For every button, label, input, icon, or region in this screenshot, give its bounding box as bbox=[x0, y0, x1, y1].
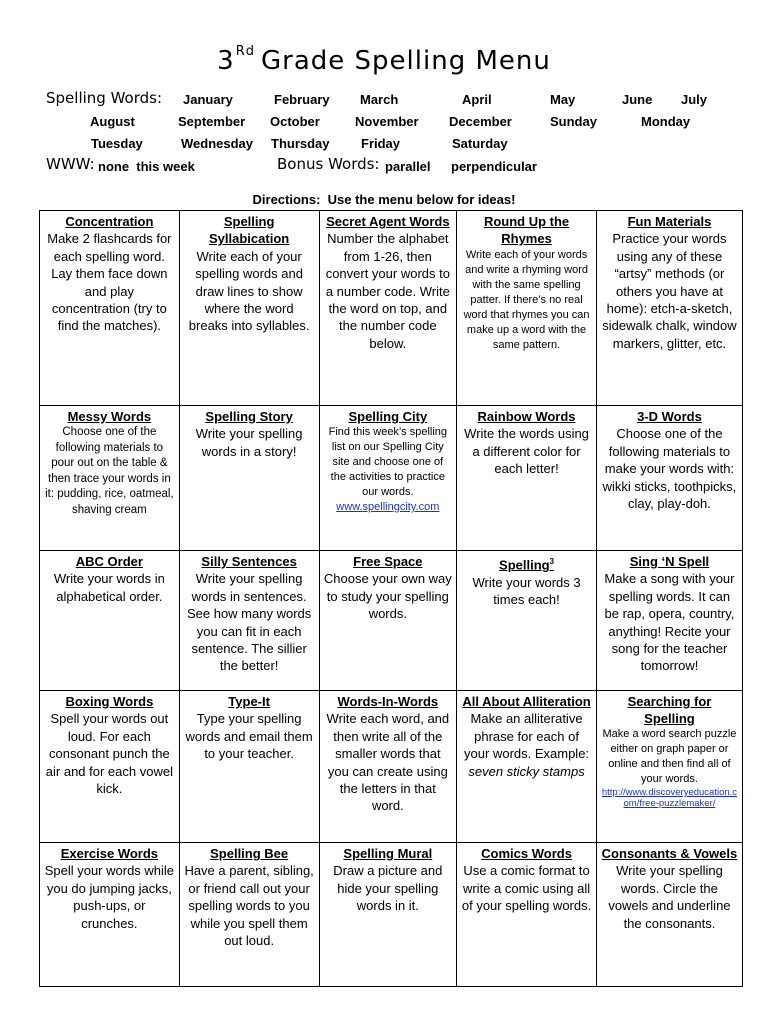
menu-cell-spelling-story bbox=[179, 406, 319, 551]
menu-cell-secret-agent-words bbox=[319, 211, 457, 406]
menu-row bbox=[40, 551, 743, 691]
spelling-word: Sunday bbox=[550, 114, 597, 129]
activity-body: Choose one of the following materials to pour out on the table & then trace your words in it: pudding, rice, oatmeal, shaving cream bbox=[45, 426, 174, 516]
activity-title-superscript: 3 bbox=[549, 557, 555, 566]
activity-body: Write the words using a different color for each letter! bbox=[464, 426, 589, 477]
activity-title: Exercise Words bbox=[60, 846, 159, 861]
activity-body: Spell your words out loud. For each consonant punch the air and for each vowel kick. bbox=[45, 711, 173, 797]
menu-cell-comics-words bbox=[457, 843, 597, 987]
bonus-words-label: Bonus Words: bbox=[277, 155, 380, 173]
spellingcity-link[interactable]: www.spellingcity.com bbox=[336, 501, 440, 513]
spelling-word: Monday bbox=[641, 114, 691, 129]
activity-title: All About Alliteration bbox=[462, 694, 591, 709]
activity-title: Spelling Bee bbox=[210, 846, 289, 861]
activity-title: Spelling Syllabication bbox=[209, 214, 290, 247]
activity-title: Sing ‘N Spell bbox=[629, 554, 710, 569]
spelling-words-label: Spelling Words: bbox=[46, 89, 162, 107]
spelling-word: Tuesday bbox=[91, 136, 143, 151]
activity-title: 3-D Words bbox=[637, 409, 702, 424]
title-text: Grade Spelling Menu bbox=[261, 46, 551, 76]
activity-body: Make a song with your spelling words. It can be rap, opera, country, anything! Recite your song for the teacher tomorrow! bbox=[604, 571, 735, 674]
activity-body: Make 2 flashcards for each spelling word. Lay them face down and play concentration (try to find the matches). bbox=[47, 231, 172, 334]
spelling-word: Saturday bbox=[452, 136, 508, 151]
activity-body: Write each of your spelling words and draw lines to show where the word breaks into syllables. bbox=[188, 248, 310, 334]
spelling-menu-grid bbox=[39, 210, 743, 987]
menu-cell-consonants-and-vowels bbox=[596, 843, 742, 987]
activity-title: Rainbow Words bbox=[477, 409, 576, 424]
activity-title: Silly Sentences bbox=[201, 554, 297, 569]
title-grade-suffix: Rd bbox=[235, 44, 255, 59]
activity-title: Secret Agent Words bbox=[326, 214, 450, 229]
spelling-word: April bbox=[462, 92, 492, 107]
activity-body: Find this week’s spelling list on our Spelling City site and choose one of the activities to practice our words. bbox=[328, 426, 448, 498]
activity-body: Write each word, and then write all of the smaller words that you can create using the letters in that word. bbox=[326, 711, 450, 814]
activity-title: Consonants & Vowels bbox=[601, 846, 738, 861]
menu-row bbox=[40, 691, 743, 843]
menu-cell-spelling-cubed bbox=[457, 551, 597, 691]
menu-cell-free-space bbox=[319, 551, 457, 691]
directions: Directions: Use the menu below for ideas! bbox=[252, 192, 516, 207]
activity-title: Fun Materials bbox=[627, 214, 712, 229]
spelling-word: September bbox=[178, 114, 246, 129]
spelling-word: Thursday bbox=[271, 136, 330, 151]
activity-body: Write your words 3 times each! bbox=[472, 574, 581, 608]
menu-cell-concentration bbox=[40, 211, 180, 406]
spelling-word: October bbox=[270, 114, 320, 129]
spelling-word: Wednesday bbox=[181, 136, 254, 151]
menu-cell-fun-materials bbox=[596, 211, 742, 406]
activity-title: Searching for Spelling bbox=[627, 694, 712, 726]
activity-body: Choose your own way to study your spelling words. bbox=[323, 571, 452, 622]
activity-title-text: Spelling bbox=[499, 557, 550, 573]
menu-cell-spelling-city bbox=[319, 406, 457, 551]
bonus-word: parallel bbox=[385, 159, 431, 174]
spelling-word: Friday bbox=[361, 136, 401, 151]
activity-title: Messy Words bbox=[67, 409, 152, 424]
activity-title: ABC Order bbox=[75, 554, 143, 569]
activity-body: Spell your words while you do jumping jacks, push-ups, or crunches. bbox=[44, 863, 175, 931]
menu-cell-round-up-the-rhymes bbox=[457, 211, 597, 406]
activity-body: Make a word search puzzle either on graph paper or online and then find all of your words. bbox=[602, 728, 737, 785]
menu-row bbox=[40, 843, 743, 987]
activity-title: Comics Words bbox=[481, 846, 572, 861]
spelling-word: February bbox=[274, 92, 330, 107]
activity-body: Write your spelling words in sentences. See how many words you can fit in each sentence. The sillier the better! bbox=[186, 571, 312, 674]
spelling-word: July bbox=[681, 92, 708, 107]
spelling-word: May bbox=[550, 92, 576, 107]
activity-body: Use a comic format to write a comic using all of your spelling words. bbox=[461, 863, 592, 914]
activity-body: Type your spelling words and email them to your teacher. bbox=[185, 711, 313, 762]
activity-body: Practice your words using any of these “artsy” methods (or others you have at home): etch-a-sketch, sidewalk chalk, window markers, glitter, etc. bbox=[602, 231, 737, 351]
activity-body: Draw a picture and hide your spelling words in it. bbox=[333, 863, 443, 914]
activity-body: Make an alliterative phrase for each of your words. Example: bbox=[464, 711, 590, 762]
activity-title: Round Up the Rhymes bbox=[483, 214, 570, 247]
menu-cell-abc-order bbox=[40, 551, 180, 691]
activity-body: Number the alphabet from 1-26, then convert your words to a number code. Write the word on top, and the number code below. bbox=[325, 231, 450, 351]
spelling-word: August bbox=[90, 114, 135, 129]
activity-title bbox=[461, 553, 592, 574]
activity-title: Words-In-Words bbox=[337, 694, 439, 709]
menu-cell-all-about-alliteration bbox=[457, 691, 597, 843]
activity-body: Write your words in alphabetical order. bbox=[53, 571, 165, 604]
activity-title: Boxing Words bbox=[65, 694, 154, 709]
menu-cell-messy-words bbox=[40, 406, 180, 551]
menu-cell-silly-sentences bbox=[179, 551, 319, 691]
menu-cell-rainbow-words bbox=[457, 406, 597, 551]
spelling-word: March bbox=[360, 92, 399, 107]
menu-cell-searching-for-spelling bbox=[596, 691, 742, 843]
activity-body: Write your spelling words. Circle the vowels and underline the consonants. bbox=[608, 863, 731, 931]
activity-title: Spelling City bbox=[348, 409, 428, 424]
bonus-word: perpendicular bbox=[451, 159, 537, 174]
activity-title: Concentration bbox=[65, 214, 154, 229]
menu-cell-spelling-mural bbox=[319, 843, 457, 987]
activity-example: seven sticky stamps bbox=[468, 763, 585, 779]
menu-cell-exercise-words bbox=[40, 843, 180, 987]
menu-cell-words-in-words bbox=[319, 691, 457, 843]
menu-cell-spelling-bee bbox=[179, 843, 319, 987]
activity-title: Spelling Mural bbox=[343, 846, 433, 861]
spelling-word: December bbox=[449, 114, 512, 129]
menu-cell-sing-n-spell bbox=[596, 551, 742, 691]
puzzlemaker-link[interactable]: http://www.discoveryeducation.com/free-puzzlemaker/ bbox=[601, 787, 738, 809]
spelling-word: November bbox=[355, 114, 419, 129]
www-label: WWW: bbox=[46, 155, 95, 173]
title-grade-number: 3 bbox=[217, 46, 235, 76]
activity-title: Free Space bbox=[353, 554, 423, 569]
www-value: none this week bbox=[98, 159, 195, 174]
menu-cell-boxing-words bbox=[40, 691, 180, 843]
activity-title: Spelling Story bbox=[205, 409, 293, 424]
page-title bbox=[0, 44, 768, 76]
activity-body: Write your spelling words in a story! bbox=[195, 426, 303, 459]
menu-row bbox=[40, 211, 743, 406]
spelling-word: January bbox=[183, 92, 233, 107]
activity-body: Have a parent, sibling, or friend call out your spelling words to you while you spell them out loud. bbox=[184, 863, 314, 949]
activity-title: Type-It bbox=[228, 694, 270, 709]
menu-cell-3d-words bbox=[596, 406, 742, 551]
spelling-word: June bbox=[622, 92, 653, 107]
activity-body: Choose one of the following materials to make your words with: wikki sticks, toothpicks, clay, play-doh. bbox=[602, 426, 737, 512]
menu-cell-type-it bbox=[179, 691, 319, 843]
activity-body: Write each of your words and write a rhyming word with the same spelling patter. If there’s no real word that rhymes you can make up a word with the same pattern. bbox=[463, 248, 590, 351]
menu-row bbox=[40, 406, 743, 551]
menu-cell-spelling-syllabication bbox=[179, 211, 319, 406]
